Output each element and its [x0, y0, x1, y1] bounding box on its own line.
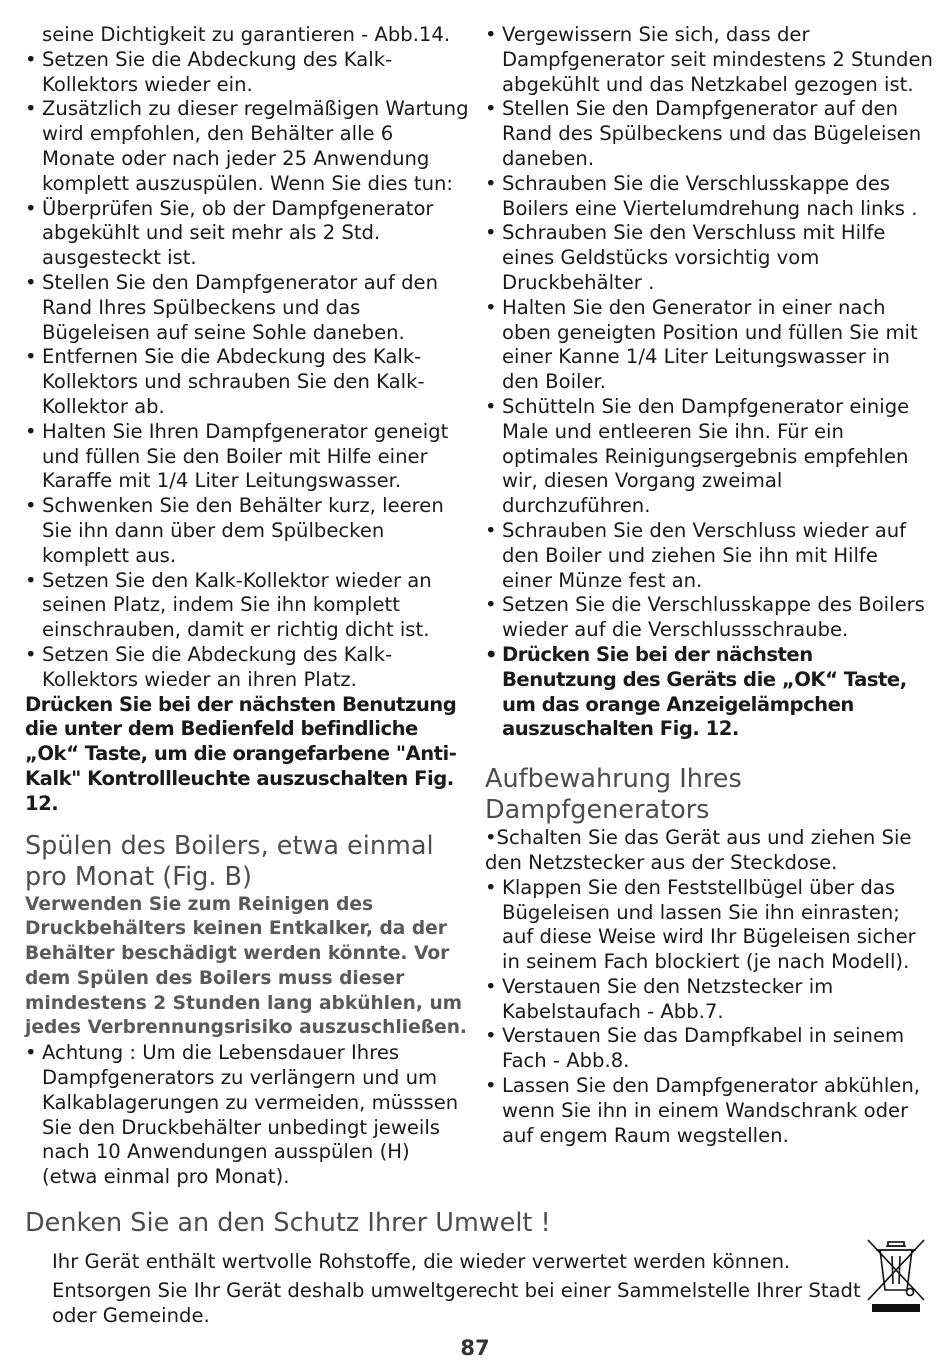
ok-button-note: Drücken Sie bei der nächsten Benutzung die unter dem Bedienfeld befindliche „Ok“ Taste, um die orangefarbene "Anti-Kalk" Kontrollleuchte auszuschalten Fig. 12.: [25, 692, 457, 815]
list-item: • Setzen Sie den Kalk-Kollektor wieder an seinen Platz, indem Sie ihn komplett einschrauben, damit er richtig dicht ist.: [25, 569, 471, 643]
left-column: [25, 23, 471, 1190]
bullet-list: [25, 1041, 471, 1190]
list-item: • Überprüfen Sie, ob der Dampfgenerator abgekühlt und seit mehr als 2 Std. ausgesteckt ist.: [25, 197, 471, 271]
list-item: • Schütteln Sie den Dampfgenerator einige Male und entleeren Sie ihn. Für ein optimales Reinigungsergebnis empfehlen wir, diesen Vorgang zweimal durchzuführen.: [485, 395, 933, 519]
environment-line: Ihr Gerät enthält wertvolle Rohstoffe, die wieder verwertet werden können.: [52, 1250, 791, 1273]
list-item: • Schwenken Sie den Behälter kurz, leeren Sie ihn dann über dem Spülbecken komplett aus.: [25, 494, 471, 568]
list-item: • Verstauen Sie den Netzstecker im Kabelstaufach - Abb.7.: [485, 975, 933, 1025]
section-heading-rinse: Spülen des Boilers, etwa einmal pro Monat (Fig. B): [25, 830, 434, 892]
list-item: • Schrauben Sie den Verschluss mit Hilfe eines Geldstücks vorsichtig vom Druckbehälter .: [485, 221, 933, 295]
list-item: • Schrauben Sie den Verschluss wieder auf den Boiler und ziehen Sie ihn mit Hilfe einer Münze fest an.: [485, 519, 933, 593]
list-item: • Stellen Sie den Dampfgenerator auf den Rand Ihres Spülbeckens und das Bügeleisen auf seine Sohle daneben.: [25, 271, 471, 345]
environment-text: [52, 1250, 862, 1332]
right-column: [485, 23, 933, 1148]
list-item: • Setzen Sie die Abdeckung des Kalk-Kollektors wieder an ihren Platz.: [25, 643, 471, 693]
list-item: • Stellen Sie den Dampfgenerator auf den Rand des Spülbeckens und das Bügeleisen daneben.: [485, 97, 933, 171]
environment-heading: Denken Sie an den Schutz Ihrer Umwelt !: [25, 1208, 551, 1238]
crossed-out-wheelie-bin-icon: [866, 1238, 926, 1314]
list-item: • Setzen Sie die Verschlusskappe des Boilers wieder auf die Verschlussschraube.: [485, 593, 933, 643]
continued-line: seine Dichtigkeit zu garantieren - Abb.14.: [42, 23, 451, 46]
list-item: • Entfernen Sie die Abdeckung des Kalk-Kollektors und schrauben Sie den Kalk-Kollektor ab.: [25, 345, 471, 419]
list-item: • Lassen Sie den Dampfgenerator abkühlen, wenn Sie ihn in einem Wandschrank oder auf engem Raum wegstellen.: [485, 1074, 933, 1148]
list-item: • Halten Sie Ihren Dampfgenerator geneigt und füllen Sie den Boiler mit Hilfe einer Karaffe mit 1/4 Liter Leitungswasser.: [25, 420, 471, 494]
list-item: • Verstauen Sie das Dampfkabel in seinem Fach - Abb.8.: [485, 1024, 933, 1074]
list-item: • Setzen Sie die Abdeckung des Kalk-Kollektors wieder ein.: [25, 48, 471, 98]
environment-line: Entsorgen Sie Ihr Gerät deshalb umweltgerecht bei einer Sammelstelle Ihrer Stadt oder Gemeinde.: [52, 1278, 861, 1327]
bullet-list: [485, 23, 933, 742]
list-item: • Schrauben Sie die Verschlusskappe des Boilers eine Viertelumdrehung nach links .: [485, 172, 933, 222]
storage-intro: •Schalten Sie das Gerät aus und ziehen Sie den Netzstecker aus der Steckdose.: [485, 826, 912, 874]
bullet-list: [485, 876, 933, 1149]
list-item: • Zusätzlich zu dieser regelmäßigen Wartung wird empfohlen, den Behälter alle 6 Monate oder nach jeder 25 Anwendung komplett auszuspülen. Wenn Sie dies tun:: [25, 97, 471, 196]
list-item: • Klappen Sie den Feststellbügel über das Bügeleisen und lassen Sie ihn einrasten; auf diese Weise wird Ihr Bügeleisen sicher in seinem Fach blockiert (je nach Modell).: [485, 876, 933, 975]
warning-text: Verwenden Sie zum Reinigen des Druckbehälters keinen Entkalker, da der Behälter beschädigt werden könnte. Vor dem Spülen des Boilers muss dieser mindestens 2 Stunden lang abkühlen, um jedes Verbrennungsrisiko auszuschließen.: [25, 893, 467, 1039]
list-item-bold: • Drücken Sie bei der nächsten Benutzung des Geräts die „OK“ Taste, um das orange Anzeigelämpchen auszuschalten Fig. 12.: [485, 643, 933, 742]
list-item: • Achtung : Um die Lebensdauer Ihres Dampfgenerators zu verlängern und um Kalkablagerungen zu vermeiden, müsssen Sie den Druckbehälter unbedingt jeweils nach 10 Anwendungen ausspülen (H) (etwa einmal pro Monat).: [25, 1041, 471, 1190]
list-item: • Vergewissern Sie sich, dass der Dampfgenerator seit mindestens 2 Stunden abgekühlt und das Netzkabel gezogen ist.: [485, 23, 933, 97]
section-heading-storage: Aufbewahrung Ihres Dampfgenerators: [485, 764, 742, 826]
page-number: 87: [460, 1336, 490, 1360]
bullet-list: [25, 48, 471, 693]
list-item: • Halten Sie den Generator in einer nach oben geneigten Position und füllen Sie mit einer Kanne 1/4 Liter Leitungswasser in den Boiler.: [485, 296, 933, 395]
